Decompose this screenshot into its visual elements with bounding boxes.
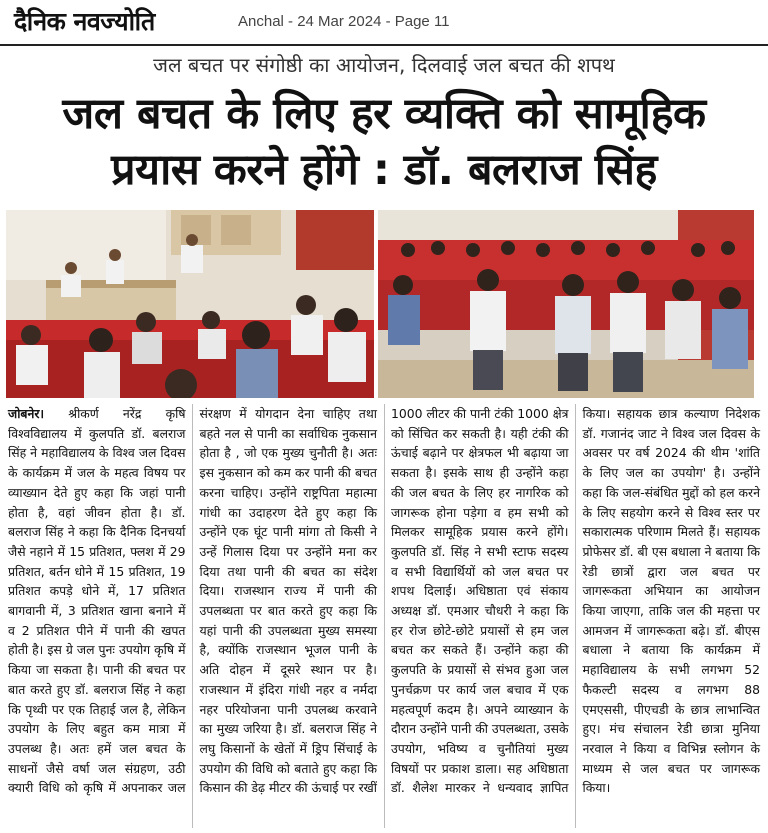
- article-body: [8, 404, 760, 828]
- edition-info: Anchal - 24 Mar 2024 - Page 11: [238, 13, 450, 30]
- article-body-text: श्रीकर्ण नरेंद्र कृषि विश्वविद्यालय में कुलपति डॉ. बलराज सिंह ने महाविद्यालय के विश्व जल दिवस के कार्यक्रम में जल के महत्व विषय पर व्याख्यान देते हुए कहा कि जहां पानी होता है, वहां जीवन होता है। डॉ. बलराज सिंह ने कहा कि दैनिक दिनचर्या जैसे नहाने में 15 प्रतिशत, फ्लश में 29 प्रतिशत, बर्तन धोने में 15 प्रतिशत, 19 प्रतिशत कपड़े धोने में, 17 प्रतिशत बागवानी में, 3 प्रतिशत खाना बनाने में व 2 प्रतिशत पीने में पानी की खपत होती है। इस ग्रे जल पुनः उपयोग कृषि में किया जा सकता है। पानी की बचत पर बात करते हुए डॉ. बलराज सिंह ने कहा कि पृथ्वी पर एक तिहाई जल है, लेकिन उपयोग के लिए बहुत कम मात्रा में उपलब्ध है। अतः हमें जल बचत के साधनों जैसे वर्षा जल संग्रहण, उठी क्यारी विधि को कृषि में अपनाकर जल संरक्षण में योगदान देना चाहिए तथा बहते नल से पानी का सर्वाधिक नुकसान होता है , जो एक मुख्य चुनौती है। अतः इस नुकसान को कम कर पानी की बचत करना चाहिए। उन्होंने राष्ट्रपिता महात्मा गांधी का उदाहरण देते हुए कहा कि उन्होंने एक घूंट पानी मांगा तो किसी ने उन्हें गिलास दिया पर उन्होंने मना कर दिया तथा पानी की बचत का संदेश दिया। राजस्थान राज्य में पानी की उपलब्धता पर बात करते हुए कहा कि यहां पानी की उपलब्धता मुख्य समस्या है, क्योंकि राजस्थान भूजल पानी के अति दोहन में दूसरे स्थान पर है। राजस्थान में इंदिरा गांधी नहर व नर्मदा नहर परियोजना पानी उपलब्ध करवाने का मुख्य जरिया है। डॉ. बलराज सिंह ने लघु किसानों के खेतों में ड्रिप सिंचाई के उपयोग की विधि को बताते हुए कहा कि किसान की डेढ़ मीटर की ऊंचाई पर रखीं 1000 लीटर की पानी टंकी 1000 क्षेत्र को सिंचित कर सकती है। यही टंकी की ऊंचाई बढ़ाने पर क्षेत्रफल भी बढ़ाया जा सकता है। इसके साथ ही उन्होंने कहा की जल बचत के लिए हर नागरिक को जागरूक होना पड़ेगा व हम सभी को मिलकर सामूहिक प्रयास करने होंगे। कुलपति डॉ. सिंह ने सभी स्टाफ सदस्य व सभी विद्यार्थियों को जल बचत पर शपथ दिलाई। अधिष्ठाता एवं संकाय अध्यक्ष डॉ. एमआर चौधरी ने कहा कि हर रोज छोटे-छोटे प्रयासों से हम जल बचत कर सकते हैं। उन्होंने कहा की कुलपति के प्रयासों से संभव हुआ जल पुनर्चक्रण पर कार्य जल बचाव में एक महत्वपूर्ण कदम है। अपने व्याख्यान के दौरान उन्होंने पानी की उपलब्धता, उसके उपयोग, भविष्य व चुनौतियां मुख्य विषयों पर प्रकाश डाला। सह अधिष्ठाता डॉ. शैलेश मारकर ने धन्यवाद ज्ञापित किया। सहायक छात्र कल्याण निदेशक डॉ. गजानंद जाट ने विश्व जल दिवस के अवसर पर वर्ष 2024 की थीम 'शांति के लिए जल का उपयोग' है। उन्होंने कहा कि जल-संबंधित मुद्दों को हल करने के लिए सहयोग करने से विश्व स्तर पर सकारात्मक परिणाम मिलते हैं। सहायक प्रोफेसर डॉ. बी एस बधाला ने बताया कि रेडी छात्रों द्वारा जल बचत पर जागरूकता अभियान का आयोजन किया जाएगा, ताकि जल की महत्ता पर आमजन में जागरूकता बढ़े। डॉ. बीएस बधाला ने बताया कि कार्यक्रम में महाविद्यालय के सभी लगभग 52 फैकल्टी सदस्य व लगभग 88 एमएससी, पीएचडी के छात्र लाभान्वित हुए। मंच संचालन रेडी छात्रा मुनिया नरवाल ने किया व विभिन्न स्लोगन के माध्यम से जल बचत पर जागरूक किया।: [8, 406, 760, 796]
- article-paragraph: [8, 404, 760, 798]
- headline-line-1: जल बचत के लिए हर व्यक्ति को सामूहिक: [62, 89, 706, 139]
- article-headline: [10, 86, 758, 198]
- headline-line-2: प्रयास करने होंगे : डॉ. बलराज सिंह: [111, 145, 657, 195]
- seminar-hall-photo: [6, 210, 374, 398]
- audience-photo: [378, 210, 754, 398]
- masthead: [0, 0, 768, 46]
- dateline: जोबनेर।: [8, 406, 45, 421]
- article-kicker: जल बचत पर संगोष्ठी का आयोजन, दिलवाई जल बचत की शपथ: [153, 53, 615, 77]
- newspaper-name: दैनिक नवज्योति: [14, 7, 155, 36]
